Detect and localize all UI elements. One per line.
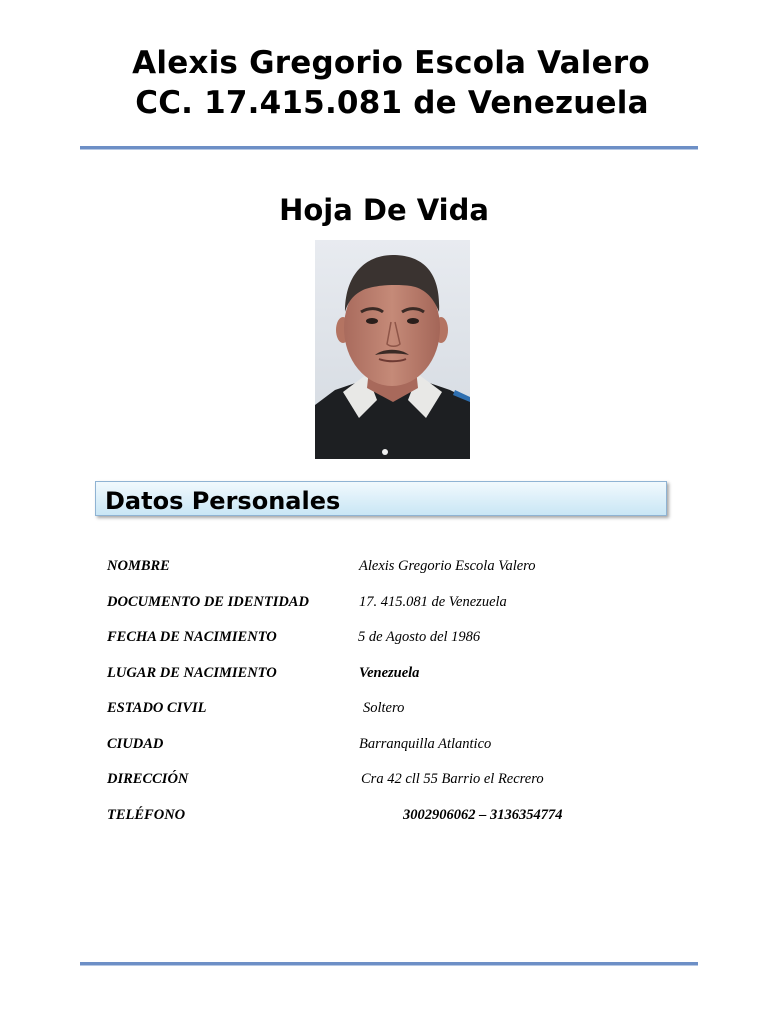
top-divider <box>80 146 698 150</box>
document-title: Hoja De Vida <box>279 193 489 227</box>
field-value: Soltero <box>363 700 405 716</box>
data-row-ciudad <box>0 734 768 756</box>
data-row-nombre <box>0 556 768 578</box>
data-row-fecha-nacimiento <box>0 627 768 649</box>
data-row-lugar-nacimiento <box>0 663 768 685</box>
field-label: FECHA DE NACIMIENTO <box>107 629 277 645</box>
bottom-divider <box>80 962 698 966</box>
section-title: Datos Personales <box>105 487 341 515</box>
header-id-line: CC. 17.415.081 de Venezuela <box>135 85 649 121</box>
profile-photo <box>315 240 470 459</box>
field-label: CIUDAD <box>107 736 164 752</box>
field-value: 3002906062 – 3136354774 <box>403 807 563 823</box>
data-row-telefono <box>0 805 768 827</box>
data-row-estado-civil <box>0 698 768 720</box>
header-name: Alexis Gregorio Escola Valero <box>132 45 650 81</box>
field-label: NOMBRE <box>107 558 170 574</box>
field-value: 5 de Agosto del 1986 <box>358 629 481 645</box>
data-row-documento <box>0 592 768 614</box>
field-value: Alexis Gregorio Escola Valero <box>359 558 536 574</box>
field-label: TELÉFONO <box>107 807 186 823</box>
field-label: DIRECCIÓN <box>107 771 189 787</box>
field-value: Venezuela <box>359 665 420 681</box>
field-label: DOCUMENTO DE IDENTIDAD <box>107 594 309 610</box>
data-row-direccion <box>0 769 768 791</box>
field-label: ESTADO CIVIL <box>107 700 207 716</box>
field-value: Cra 42 cll 55 Barrio el Recrero <box>361 771 544 787</box>
field-label: LUGAR DE NACIMIENTO <box>107 665 277 681</box>
field-value: 17. 415.081 de Venezuela <box>359 594 507 610</box>
section-header-datos-personales <box>95 481 667 516</box>
field-value: Barranquilla Atlantico <box>359 736 492 752</box>
person-portrait-icon <box>315 240 470 459</box>
